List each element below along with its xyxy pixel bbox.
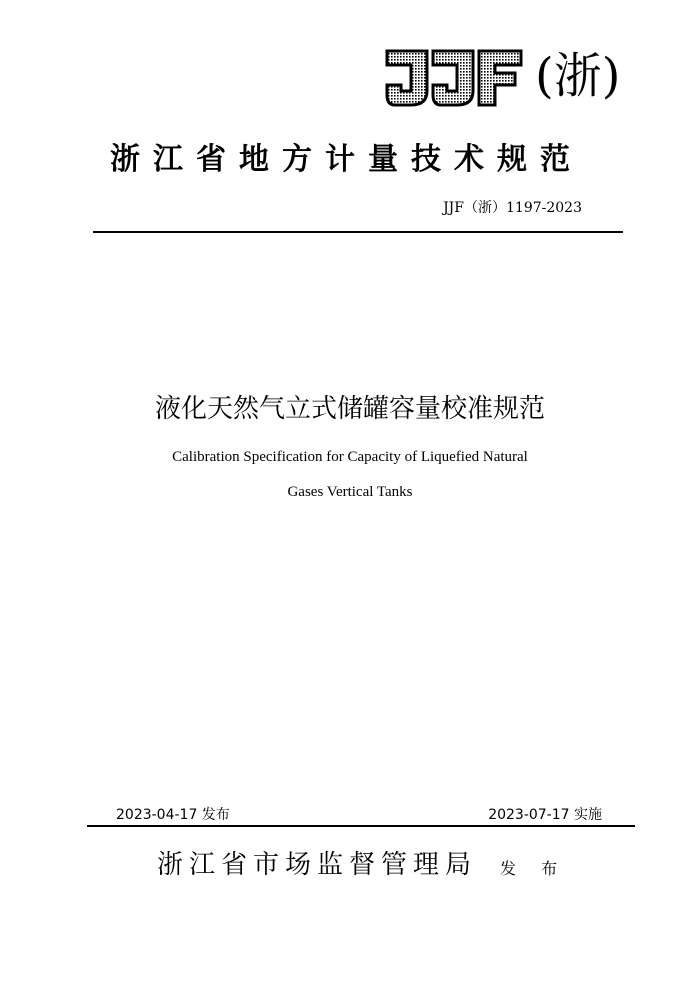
bottom-divider bbox=[87, 825, 635, 827]
issue-date: 2023-04-17 发布 bbox=[116, 807, 230, 823]
document-code: JJF（浙）1197-2023 bbox=[443, 200, 582, 216]
issuing-authority: 浙江省市场监督管理局 bbox=[157, 850, 478, 880]
document-title-en-line1: Calibration Specification for Capacity of Liquefied Natural bbox=[172, 449, 528, 465]
series-title: 浙江省地方计量技术规范 bbox=[110, 142, 583, 177]
document-title-cn: 液化天然气立式储罐容量校准规范 bbox=[154, 394, 545, 424]
document-title-en-line2: Gases Vertical Tanks bbox=[287, 484, 413, 500]
jjf-logo bbox=[385, 43, 625, 111]
jjf-logo-mark bbox=[385, 47, 525, 107]
implementation-date: 2023-07-17 实施 bbox=[488, 807, 602, 823]
logo-province: (浙) bbox=[535, 48, 621, 104]
issuing-authority-suffix: 发 布 bbox=[500, 859, 568, 878]
top-divider bbox=[93, 231, 623, 233]
